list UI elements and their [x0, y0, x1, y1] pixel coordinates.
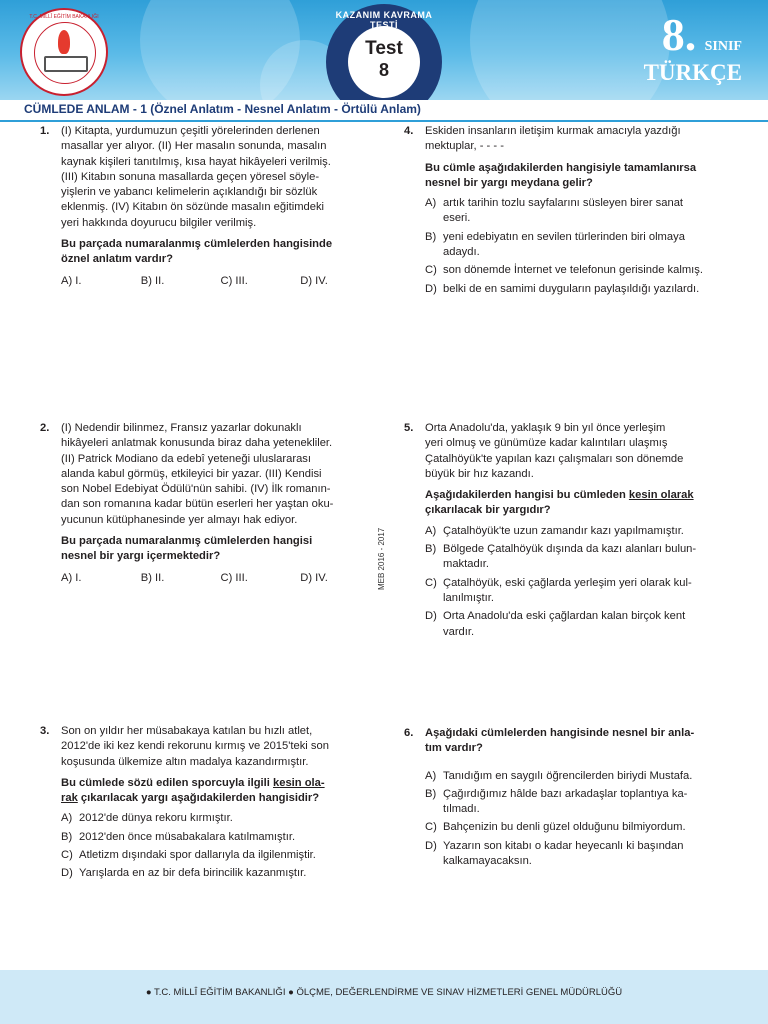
option-line: eseri.	[443, 212, 471, 225]
prompt-line: tım vardır?	[425, 742, 483, 755]
text-line: son Nobel Edebiyat Ödülü'nün sahibi. (IV) İlk romanın-	[61, 483, 331, 496]
option-d[interactable]	[425, 282, 749, 297]
option-c[interactable]	[425, 263, 749, 278]
header-decoration	[470, 0, 670, 100]
option-letter: B)	[425, 230, 437, 243]
option-c[interactable]: C) III.	[220, 274, 248, 287]
text-line: Eskiden insanların iletişim kurmak amacıyla yazdığı	[425, 125, 681, 137]
option-a[interactable]	[425, 196, 749, 227]
option-letter: B)	[425, 787, 437, 800]
option-text	[443, 542, 696, 573]
text-line: kaynak kişileri tanıtılmış, kısa hayat hikâyeleri verilmiş.	[61, 155, 331, 168]
badge-test-label: Test	[365, 38, 403, 59]
question-body	[61, 124, 380, 289]
answer-options	[425, 196, 749, 297]
text-line: (III) Kitabın sonuna masallarda geçen yöresel söyle-	[61, 170, 320, 183]
option-line: Orta Anadolu'da eski çağlardan kalan birçok kent	[443, 610, 686, 623]
option-letter: D)	[425, 282, 437, 295]
option-text: Bahçenizin bu denli güzel olduğunu bilmiyordum.	[443, 821, 686, 834]
question-number: 4.	[404, 125, 414, 137]
option-text: 2012'den önce müsabakalara katılmamıştır.	[79, 830, 296, 843]
text-line: hikâyeleri anlatmak konusunda biraz daha yetenekliler.	[61, 437, 333, 450]
option-line: Bölgede Çatalhöyük dışında da kazı alanları bulun-	[443, 543, 697, 556]
option-a[interactable]	[61, 811, 380, 826]
answer-options	[61, 571, 380, 586]
question-prompt	[61, 237, 380, 268]
option-line: adaydı.	[443, 246, 480, 259]
option-text: Tanıdığım en saygılı öğrencilerden biriydi Mustafa.	[443, 769, 693, 782]
option-letter: D)	[425, 610, 437, 623]
badge-arc-text: KAZANIM KAVRAMA TESTİ	[335, 10, 433, 30]
grade-number: 8.	[661, 9, 697, 60]
option-text: belki de en samimi duyguların paylaşıldığı yazılardı.	[443, 282, 700, 295]
option-letter: C)	[425, 821, 437, 834]
option-letter: A)	[425, 197, 437, 210]
option-d[interactable]	[61, 866, 380, 881]
prompt-emphasis: kesin ola-	[273, 776, 325, 789]
text-line: büyük bir hız kazandı.	[425, 467, 534, 480]
prompt-emphasis: rak	[61, 792, 78, 805]
question-body	[425, 726, 749, 869]
option-letter: C)	[425, 264, 437, 277]
prompt-line: öznel anlatım vardır?	[61, 253, 173, 266]
option-a[interactable]: A) I.	[61, 274, 82, 287]
text-line: (II) Patrick Modiano da edebî yeteneği uluslararası	[61, 452, 311, 465]
option-a[interactable]	[425, 769, 749, 784]
option-text: son dönemde İnternet ve telefonun gerisinde kalmış.	[443, 264, 703, 277]
question-body	[425, 421, 749, 640]
text-line: mektuplar, - - - -	[425, 140, 504, 153]
prompt-text: çıkarılacak yargı aşağıdakilerden hangisidir?	[77, 792, 320, 805]
torch-flame-icon	[58, 30, 70, 54]
option-text: Atletizm dışındaki spor dallarıyla da ilgilenmiştir.	[79, 849, 316, 862]
text-line: dan son romanına kadar bütün eserleri her yaştan oku-	[61, 498, 334, 511]
answer-options	[425, 524, 749, 640]
option-text: 2012'de dünya rekoru kırmıştır.	[79, 812, 233, 825]
option-line: Çatalhöyük, eski çağlarda yerleşim yeri olarak kul-	[443, 576, 692, 589]
text-line: Son on yıldır her müsabakaya katılan bu hızlı atlet,	[61, 725, 313, 737]
option-line: maktadır.	[443, 558, 490, 571]
topic-title: CÜMLEDE ANLAM - 1 (Öznel Anlatım - Nesnel Anlatım - Örtülü Anlam)	[24, 102, 421, 116]
option-b[interactable]: B) II.	[140, 571, 165, 584]
question-number: 2.	[40, 422, 50, 434]
option-text	[443, 230, 685, 261]
question-number: 6.	[404, 727, 414, 739]
option-b[interactable]	[61, 830, 380, 845]
prompt-line: Bu parçada numaralanmış cümlelerden hangisi	[61, 535, 313, 548]
text-line: (I) Kitapta, yurdumuzun çeşitli yörelerinden derlenen	[61, 125, 320, 137]
option-line: kalkamayacaksın.	[443, 855, 532, 868]
option-a[interactable]	[425, 524, 749, 539]
text-line: alanda kabul görmüş, etkileyici bir yazar. (III) Kendisi	[61, 467, 322, 480]
question-number: 5.	[404, 422, 414, 434]
prompt-text: Bu cümlede sözü edilen sporcuyla ilgili	[61, 776, 273, 789]
grade-word: SINIF	[704, 39, 742, 54]
prompt-text: Aşağıdakilerden hangisi bu cümleden	[425, 489, 629, 502]
side-label: MEB 2016 - 2017	[377, 527, 386, 590]
footer-text: ● T.C. MİLLÎ EĞİTİM BAKANLIĞI ● ÖLÇME, DEĞERLENDİRME VE SINAV HİZMETLERİ GENEL MÜDÜRLÜĞÜ	[145, 987, 623, 998]
question-2	[40, 421, 380, 586]
question-body	[61, 421, 380, 586]
text-line: koşusunda ülkemize altın madalya kazandırmıştır.	[61, 755, 309, 768]
option-line: tılmadı.	[443, 803, 480, 816]
option-letter: C)	[61, 849, 73, 862]
badge-test-number: 8	[378, 60, 389, 80]
question-body	[61, 724, 380, 882]
option-line: Yazarın son kitabı o kadar heyecanlı ki başından	[443, 839, 684, 852]
option-text: Çatalhöyük'te uzun zamandır kazı yapılmamıştır.	[443, 524, 684, 537]
text-line: yeri olmuş ve günümüze kadar kalıntıları ulaşmış	[425, 437, 668, 450]
text-line: (I) Nedendir bilinmez, Fransız yazarlar dokunaklı	[61, 422, 302, 434]
option-line: lanılmıştır.	[443, 591, 494, 604]
text-line: yişlerin ve yabancı kelimelerin açıklandığı bir sözlük	[61, 186, 318, 199]
option-text	[443, 839, 683, 870]
answer-options	[61, 274, 380, 289]
option-c[interactable]	[425, 820, 749, 835]
option-letter: B)	[61, 830, 73, 843]
option-letter: D)	[425, 839, 437, 852]
option-d[interactable]	[425, 839, 749, 870]
option-b[interactable]: B) II.	[140, 274, 165, 287]
option-letter: C)	[425, 576, 437, 589]
option-d[interactable]: D) IV.	[300, 274, 328, 287]
option-letter: D)	[61, 867, 73, 880]
option-d[interactable]: D) IV.	[300, 571, 328, 584]
option-letter: A)	[425, 769, 437, 782]
meb-logo	[20, 8, 108, 96]
option-text	[443, 787, 687, 818]
question-5	[404, 421, 749, 640]
question-number: 1.	[40, 125, 50, 137]
prompt-line	[61, 791, 380, 806]
option-text	[443, 576, 692, 607]
book-icon	[44, 56, 88, 72]
option-c[interactable]	[61, 848, 380, 863]
option-text: Yarışlarda en az bir defa birincilik kazanmıştır.	[79, 867, 307, 880]
question-prompt	[61, 534, 380, 565]
option-d[interactable]	[425, 609, 749, 640]
option-b[interactable]	[425, 787, 749, 818]
text-line: 2012'de iki kez kendi rekorunu kırmış ve 2015'teki son	[61, 740, 329, 753]
text-line: yucunun kütüphanesinde yer almayı hak ediyor.	[61, 513, 298, 526]
option-letter: A)	[425, 524, 437, 537]
question-1	[40, 124, 380, 289]
option-line: vardır.	[443, 625, 475, 638]
prompt-line: Bu parçada numaralanmış cümlelerden hangisinde	[61, 238, 333, 251]
option-c[interactable]: C) III.	[220, 571, 248, 584]
option-text	[443, 609, 685, 640]
prompt-line: nesnel bir yargı içermektedir?	[61, 550, 221, 563]
question-prompt	[425, 726, 749, 757]
question-6	[404, 726, 749, 869]
text-line: Orta Anadolu'da, yaklaşık 9 bin yıl önce yerleşim	[425, 422, 666, 434]
option-line: artık tarihin tozlu sayfalarını süsleyen birer sanat	[443, 197, 684, 210]
question-prompt	[425, 161, 749, 192]
option-letter: A)	[61, 812, 73, 825]
option-text	[443, 196, 683, 227]
answer-options	[61, 811, 380, 881]
page-footer	[0, 970, 768, 1024]
prompt-line: nesnel bir yargı meydana gelir?	[425, 176, 593, 189]
question-4	[404, 124, 749, 297]
answer-options	[425, 769, 749, 870]
option-b[interactable]	[425, 230, 749, 261]
text-line: eklenmiş. (IV) Kitabın ön sözünde masalın eğitimdeki	[61, 201, 325, 214]
prompt-line: çıkarılacak bir yargıdır?	[425, 504, 551, 517]
prompt-line: Aşağıdaki cümlelerden hangisinde nesnel bir anla-	[425, 727, 695, 739]
page-header	[0, 0, 768, 100]
text-line: yeri hakkında doyurucu bilgiler verilmiş.	[61, 216, 257, 229]
text-line: masallar yer alıyor. (II) Her masalın sonunda, masalın	[61, 140, 327, 153]
prompt-emphasis: kesin olarak	[628, 489, 694, 502]
topic-bar	[0, 100, 768, 122]
question-number: 3.	[40, 725, 50, 737]
question-body	[425, 124, 749, 297]
option-b[interactable]	[425, 542, 749, 573]
option-c[interactable]	[425, 576, 749, 607]
question-prompt	[425, 488, 749, 519]
subject-title: TÜRKÇE	[643, 60, 742, 85]
option-line: yeni edebiyatın en sevilen türlerinden biri olmaya	[443, 230, 685, 243]
test-badge	[326, 4, 442, 100]
question-prompt	[61, 776, 380, 807]
option-letter: B)	[425, 543, 437, 556]
logo-text: T.C. MİLLÎ EĞİTİM BAKANLIĞI	[29, 14, 99, 20]
option-a[interactable]: A) I.	[61, 571, 82, 584]
prompt-line: Bu cümle aşağıdakilerden hangisiyle tamamlanırsa	[425, 161, 697, 174]
text-line: Çatalhöyük'te yapılan kazı çalışmaları son dönemde	[425, 452, 684, 465]
prompt-line	[61, 776, 380, 791]
prompt-line	[425, 488, 749, 503]
grade-label	[662, 8, 742, 61]
option-line: Çağırdığımız hâlde bazı arkadaşlar toplantıya ka-	[443, 787, 688, 800]
question-3	[40, 724, 380, 882]
